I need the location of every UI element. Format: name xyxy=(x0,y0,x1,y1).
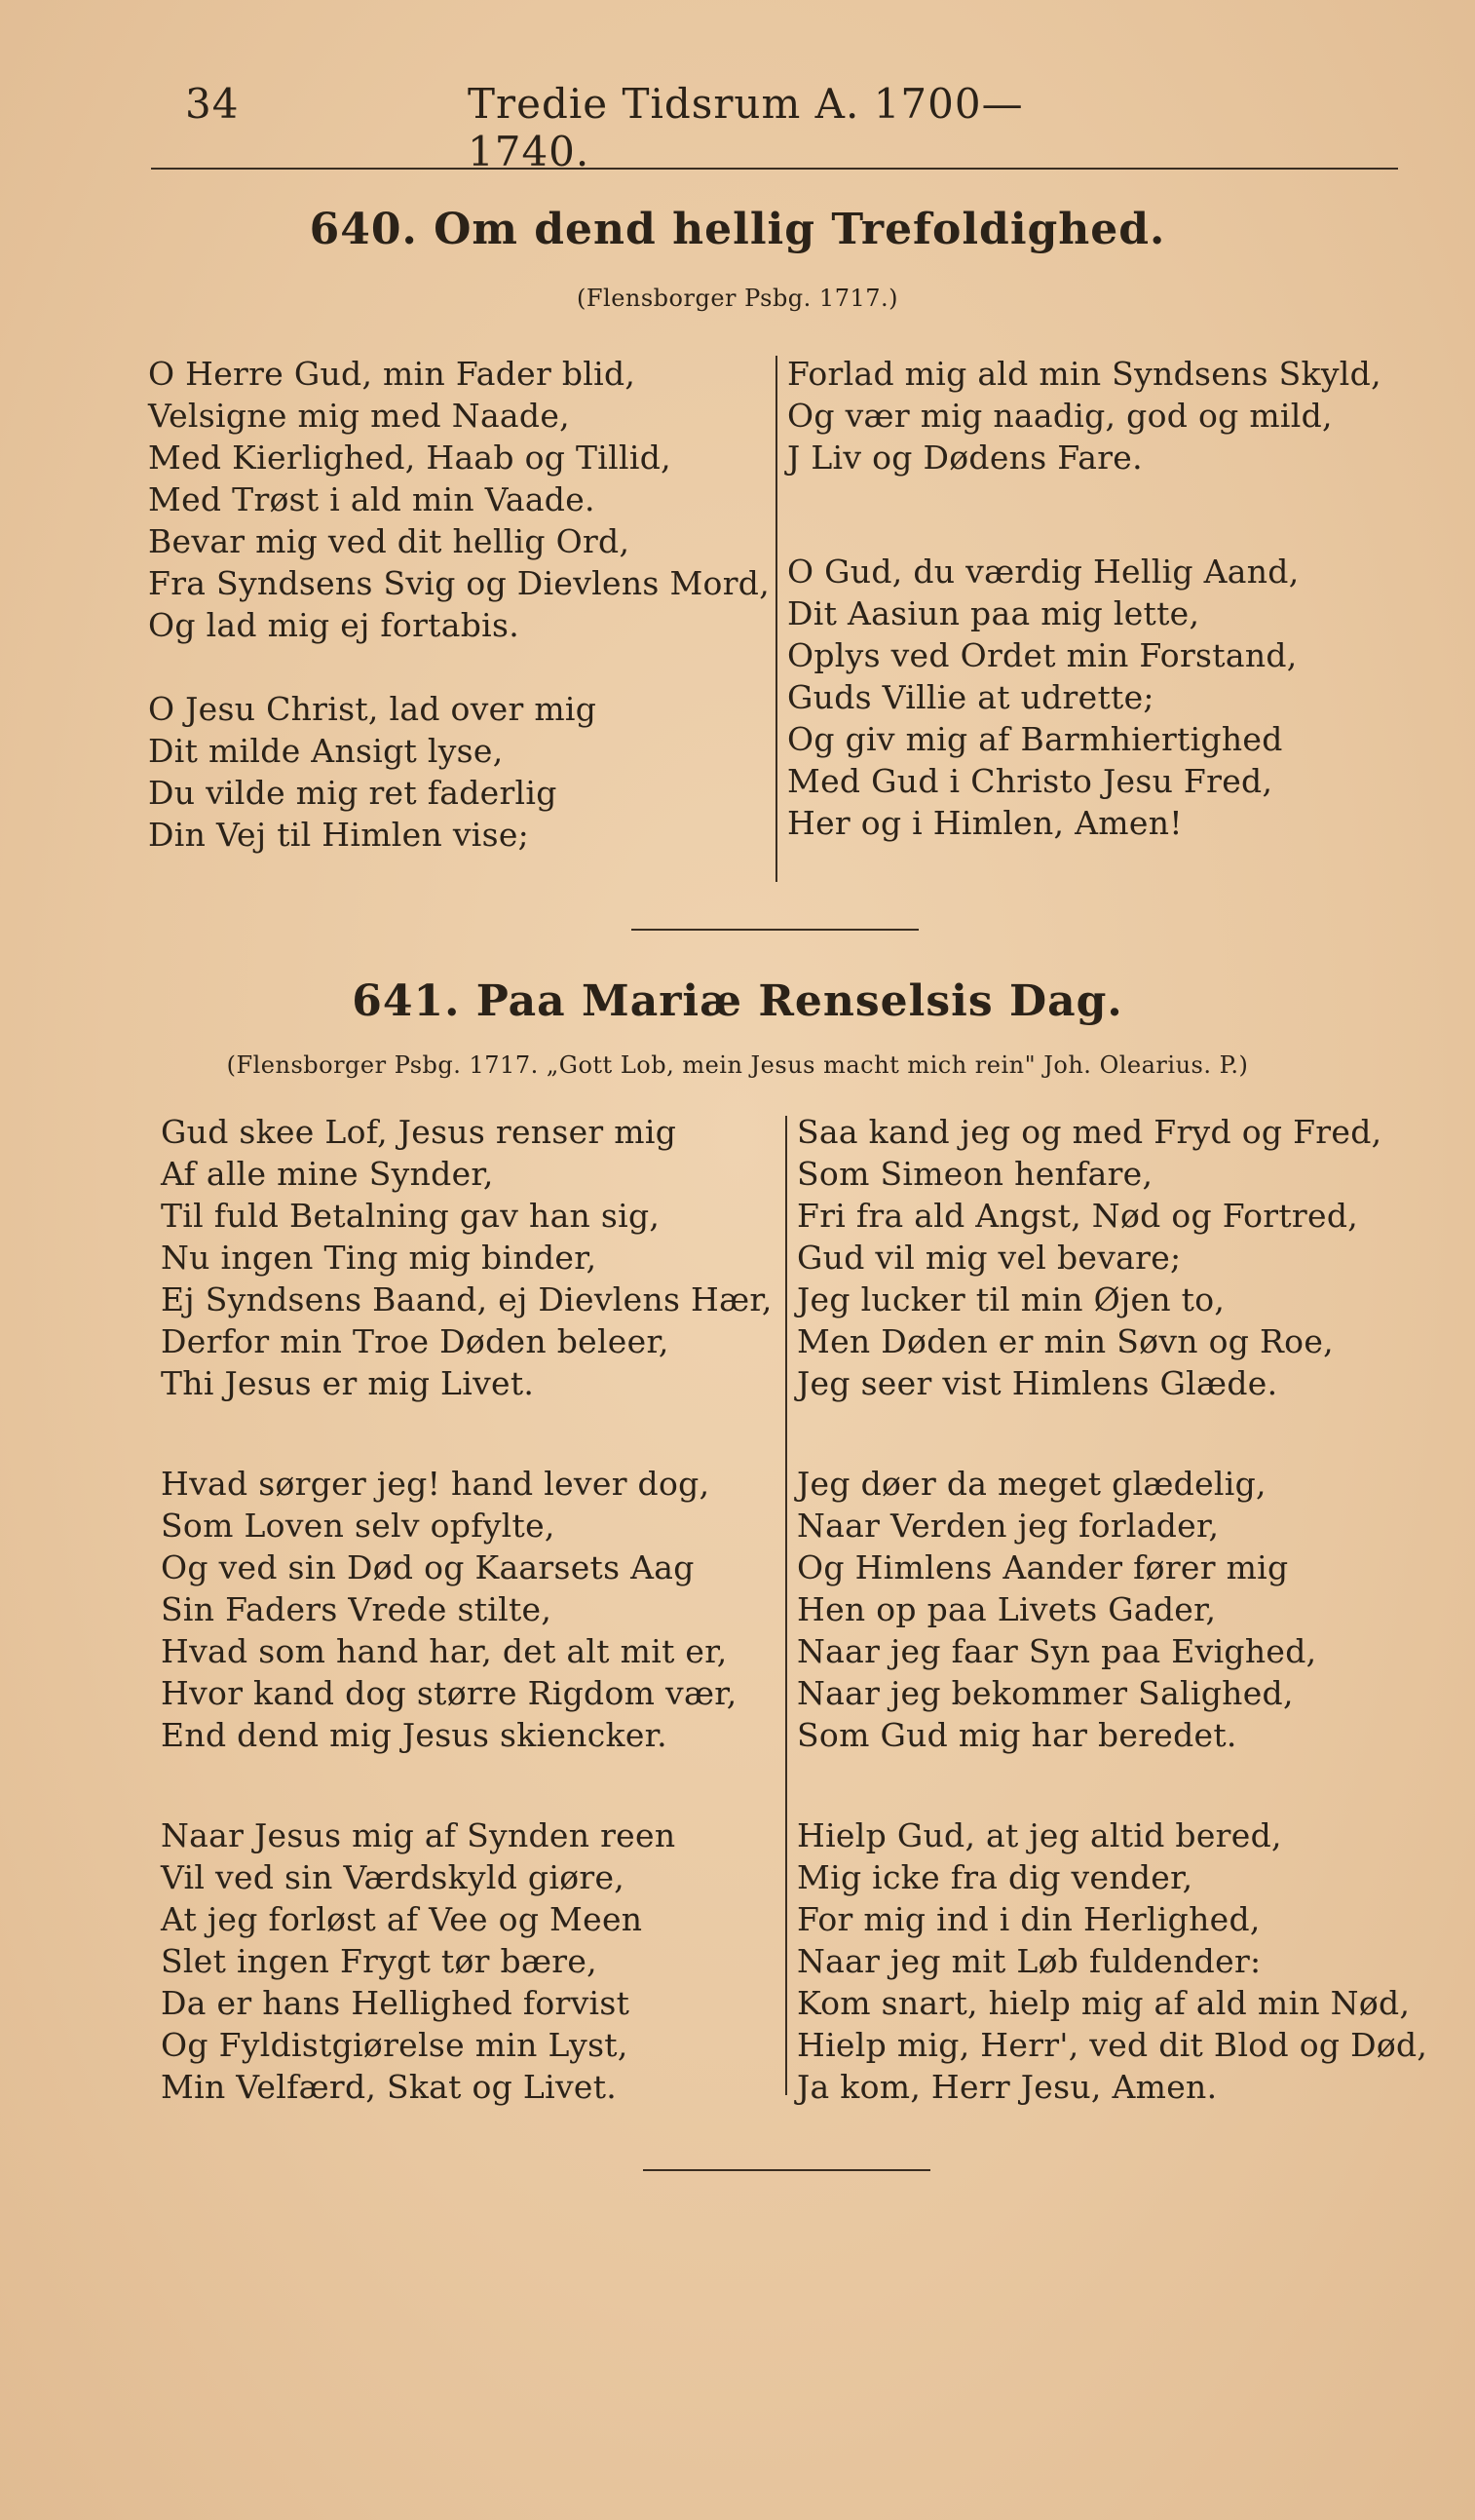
running-title: Tredie Tidsrum A. 1700—1740. xyxy=(468,80,1024,175)
hymn-641-source: (Flensborger Psbg. 1717. „Gott Lob, mein Jesus macht mich rein" Joh. Olearius. P.) xyxy=(226,1051,1249,1079)
verse-line: Ja kom, Herr Jesu, Amen. xyxy=(797,2068,1218,2106)
hymn-641-title: 641. Paa Mariæ Renselsis Dag. xyxy=(352,976,1123,1026)
hymn-640-right-column xyxy=(787,353,1381,844)
verse-line: Jeg døer da meget glædelig, xyxy=(797,1465,1267,1503)
verse-line: Ej Syndsens Baand, ej Dievlens Hær, xyxy=(161,1280,773,1318)
hymn-641-right-column xyxy=(797,1111,1427,2108)
hymn-640-left-column xyxy=(148,353,770,856)
verse-line: Hielp Gud, at jeg altid bered, xyxy=(797,1816,1282,1854)
verse-line: Og vær mig naadig, god og mild, xyxy=(787,397,1333,435)
verse-line: Vil ved sin Værdskyld giøre, xyxy=(161,1858,625,1896)
column-divider xyxy=(785,1116,787,2095)
verse-line: Naar jeg faar Syn paa Evighed, xyxy=(797,1632,1317,1670)
verse-line: Kom snart, hielp mig af ald min Nød, xyxy=(797,1984,1411,2022)
verse-line: Thi Jesus er mig Livet. xyxy=(161,1364,535,1402)
header-rule xyxy=(151,168,1398,170)
hymn-641-left-column xyxy=(161,1111,773,2108)
verse-line: Fri fra ald Angst, Nød og Fortred, xyxy=(797,1197,1359,1235)
stanza xyxy=(797,1111,1427,1404)
hymn-640-title: 640. Om dend hellig Trefoldighed. xyxy=(309,205,1166,254)
verse-line: O Jesu Christ, lad over mig xyxy=(148,690,597,728)
verse-line: Og ved sin Død og Kaarsets Aag xyxy=(161,1548,695,1586)
verse-line: Hielp mig, Herr', ved dit Blod og Død, xyxy=(797,2026,1428,2064)
verse-line: Du vilde mig ret faderlig xyxy=(148,774,557,812)
verse-line: Hvad som hand har, det alt mit er, xyxy=(161,1632,728,1670)
verse-line: Slet ingen Frygt tør bære, xyxy=(161,1942,597,1980)
verse-line: Og lad mig ej fortabis. xyxy=(148,606,520,644)
verse-line: Af alle mine Synder, xyxy=(161,1155,494,1193)
stanza xyxy=(161,1814,773,2108)
hymn-640-source: (Flensborger Psbg. 1717.) xyxy=(577,285,898,312)
stanza xyxy=(161,1111,773,1404)
stanza xyxy=(161,1463,773,1756)
section-rule xyxy=(631,929,919,931)
verse-line: Jeg lucker til min Øjen to, xyxy=(797,1280,1226,1318)
verse-line: Dit milde Ansigt lyse, xyxy=(148,732,504,770)
verse-line: Derfor min Troe Døden beleer, xyxy=(161,1322,669,1360)
verse-line: Sin Faders Vrede stilte, xyxy=(161,1590,552,1628)
verse-line: Naar jeg bekommer Salighed, xyxy=(797,1674,1294,1712)
verse-line: End dend mig Jesus skiencker. xyxy=(161,1716,667,1754)
verse-line: Jeg seer vist Himlens Glæde. xyxy=(797,1364,1278,1402)
verse-line: Naar jeg mit Løb fuldender: xyxy=(797,1942,1262,1980)
verse-line: Gud vil mig vel bevare; xyxy=(797,1239,1182,1277)
verse-line: Og Himlens Aander fører mig xyxy=(797,1548,1289,1586)
column-divider xyxy=(775,356,777,882)
stanza xyxy=(787,551,1381,844)
verse-line: Med Trøst i ald min Vaade. xyxy=(148,480,595,518)
verse-line: Nu ingen Ting mig binder, xyxy=(161,1239,597,1277)
verse-line: Forlad mig ald min Syndsens Skyld, xyxy=(787,355,1381,393)
verse-line: Naar Jesus mig af Synden reen xyxy=(161,1816,676,1854)
verse-line: Hvor kand dog større Rigdom vær, xyxy=(161,1674,738,1712)
verse-line: Fra Syndsens Svig og Dievlens Mord, xyxy=(148,564,770,602)
verse-line: Gud skee Lof, Jesus renser mig xyxy=(161,1113,677,1151)
verse-line: For mig ind i din Herlighed, xyxy=(797,1900,1261,1938)
verse-line: O Gud, du værdig Hellig Aand, xyxy=(787,553,1300,591)
verse-line: Velsigne mig med Naade, xyxy=(148,397,570,435)
stanza xyxy=(797,1463,1427,1756)
verse-line: O Herre Gud, min Fader blid, xyxy=(148,355,636,393)
verse-line: Hen op paa Livets Gader, xyxy=(797,1590,1217,1628)
verse-line: Min Velfærd, Skat og Livet. xyxy=(161,2068,618,2106)
verse-line: Mig icke fra dig vender, xyxy=(797,1858,1193,1896)
verse-line: Da er hans Hellighed forvist xyxy=(161,1984,630,2022)
verse-line: Bevar mig ved dit hellig Ord, xyxy=(148,522,630,560)
verse-line: Oplys ved Ordet min Forstand, xyxy=(787,636,1298,674)
verse-line: Som Loven selv opfylte, xyxy=(161,1507,555,1545)
verse-line: Og giv mig af Barmhiertighed xyxy=(787,720,1283,758)
verse-line: At jeg forløst af Vee og Meen xyxy=(161,1900,643,1938)
verse-line: Med Kierlighed, Haab og Tillid, xyxy=(148,439,671,477)
verse-line: Som Gud mig har beredet. xyxy=(797,1716,1237,1754)
page-number: 34 xyxy=(185,80,240,128)
verse-line: Og Fyldistgiørelse min Lyst, xyxy=(161,2026,628,2064)
stanza xyxy=(797,1814,1427,2108)
verse-line: Til fuld Betalning gav han sig, xyxy=(161,1197,661,1235)
verse-line: Men Døden er min Søvn og Roe, xyxy=(797,1322,1334,1360)
end-rule xyxy=(643,2169,930,2171)
verse-line: Naar Verden jeg forlader, xyxy=(797,1507,1220,1545)
verse-line: Som Simeon henfare, xyxy=(797,1155,1154,1193)
stanza xyxy=(787,353,1381,478)
verse-line: Med Gud i Christo Jesu Fred, xyxy=(787,762,1273,800)
verse-line: Hvad sørger jeg! hand lever dog, xyxy=(161,1465,710,1503)
running-head xyxy=(185,80,1081,175)
verse-line: J Liv og Dødens Fare. xyxy=(787,439,1143,477)
verse-line: Dit Aasiun paa mig lette, xyxy=(787,594,1200,632)
verse-line: Din Vej til Himlen vise; xyxy=(148,816,530,854)
verse-line: Saa kand jeg og med Fryd og Fred, xyxy=(797,1113,1382,1151)
stanza xyxy=(148,353,770,646)
stanza xyxy=(148,688,770,856)
verse-line: Guds Villie at udrette; xyxy=(787,678,1154,716)
verse-line: Her og i Himlen, Amen! xyxy=(787,804,1183,842)
